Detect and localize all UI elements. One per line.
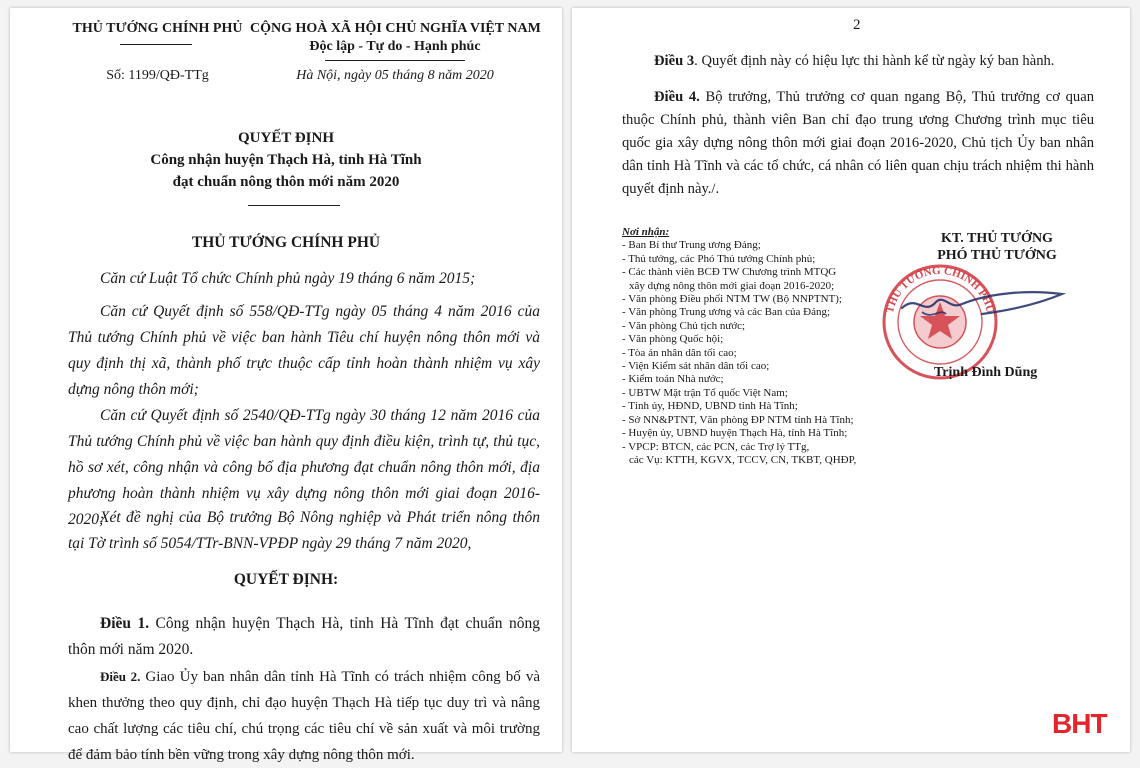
nation-name: CỘNG HOÀ XÃ HỘI CHỦ NGHĨA VIỆT NAM [250, 21, 541, 36]
recipient-item: - UBTW Mặt trận Tổ quốc Việt Nam; [622, 386, 788, 399]
recipient-item: - Các thành viên BCĐ TW Chương trình MTQG [622, 266, 837, 279]
recipient-item: - VPCP: BTCN, các PCN, các Trợ lý TTg, [622, 440, 810, 453]
title-underline [248, 205, 340, 206]
motto: Độc lập - Tự do - Hạnh phúc [309, 39, 481, 54]
article-1-text: Công nhận huyện Thạch Hà, tỉnh Hà Tĩnh đạt chuẩn nông thôn mới năm 2020. [68, 615, 540, 658]
recipient-item: - Văn phòng Điều phối NTM TW (Bộ NNPTNT); [622, 293, 842, 306]
recipient-item: - Sở NN&PTNT, Văn phòng ĐP NTM tỉnh Hà Tĩnh; [622, 413, 854, 426]
document-number: Số: 1199/QĐ-TTg [106, 68, 209, 83]
legal-basis-2: Căn cứ Quyết định số 558/QĐ-TTg ngày 05 tháng 4 năm 2016 của Thủ tướng Chính phủ về việc ban hành Tiêu chí huyện nông thôn mới và quy định thị xã, thành phố trực thuộc cấp tỉnh hoàn thành nhiệm vụ xây dựng nông thôn mới; [68, 303, 540, 398]
page-2 [572, 8, 1130, 752]
recipient-item: - Ban Bí thư Trung ương Đảng; [622, 239, 761, 252]
signer-name: Trịnh Đình Dũng [934, 365, 1038, 380]
article-4-label: Điều 4. [654, 89, 700, 105]
recipient-item: - Huyện ủy, UBND huyện Thạch Hà, tỉnh Hà Tĩnh; [622, 427, 848, 440]
article-4 [622, 86, 1094, 201]
issuing-authority: THỦ TƯỚNG CHÍNH PHỦ [191, 234, 381, 251]
document-title: QUYẾT ĐỊNH [238, 130, 334, 146]
page-1 [10, 8, 562, 763]
recipient-item: - Tòa án nhân dân tối cao; [622, 346, 737, 359]
article-2 [68, 664, 540, 768]
article-2-text: Giao Ủy ban nhân dân tỉnh Hà Tĩnh có trách nhiệm công bố và khen thưởng theo quy định, chỉ đạo huyện Thạch Hà tiếp tục duy trì và nâng cao chất lượng các tiêu chí, chú trọng các tiêu chí về sản xuất và môi trường để đảm bảo tính bền vững trong xây dựng nông thôn mới. [68, 669, 541, 763]
legal-basis-3: Căn cứ Quyết định số 2540/QĐ-TTg ngày 30 tháng 12 năm 2016 của Thủ tướng Chính phủ về việc ban hành quy định điều kiện, trình tự, thủ tục, hồ sơ xét, công nhận và công bố địa phương đạt chuẩn nông thôn mới, địa phương hoàn thành nhiệm vụ xây dựng nông thôn mới giai đoạn 2016-2020; [68, 407, 540, 528]
article-1-label: Điều 1. [100, 615, 150, 632]
recipients-block [622, 226, 856, 467]
recipient-item: - Kiểm toán Nhà nước; [622, 373, 724, 386]
page-number: 2 [853, 17, 861, 33]
article-3-label: Điều 3 [654, 53, 695, 69]
recipient-item: các Vụ: KTTH, KGVX, TCCV, CN, TKBT, QHĐP, [629, 453, 857, 466]
watermark-logo: BHT [1052, 708, 1107, 739]
article-2-label: Điều 2. [100, 669, 141, 684]
document-subtitle-2: đạt chuẩn nông thôn mới năm 2020 [172, 174, 400, 190]
legal-basis-1: Căn cứ Luật Tổ chức Chính phủ ngày 19 tháng 6 năm 2015; [100, 270, 476, 287]
article-3-text: . Quyết định này có hiệu lực thi hành kể từ ngày ký ban hành. [694, 53, 1055, 69]
signature-title-2: PHÓ THỦ TƯỚNG [937, 248, 1057, 263]
recipient-item: - Văn phòng Quốc hội; [622, 333, 724, 346]
decides-heading: QUYẾT ĐỊNH: [233, 571, 339, 588]
recipient-item: - Viện Kiểm sát nhân dân tối cao; [622, 360, 770, 373]
recipient-item: - Văn phòng Trung ương và các Ban của Đảng; [622, 306, 831, 319]
proposal: Xét đề nghị của Bộ trưởng Bộ Nông nghiệp và Phát triển nông thôn tại Tờ trình số 5054/TTr-BNN-VPĐP ngày 29 tháng 7 năm 2020, [68, 509, 540, 552]
article-1 [68, 611, 540, 663]
document-subtitle-1: Công nhận huyện Thạch Hà, tỉnh Hà Tĩnh [150, 152, 422, 168]
agency-name: THỦ TƯỚNG CHÍNH PHỦ [72, 21, 243, 36]
place-date: Hà Nội, ngày 05 tháng 8 năm 2020 [296, 68, 494, 83]
agency-underline [120, 44, 192, 45]
recipient-item: - Tỉnh ủy, HĐND, UBND tỉnh Hà Tĩnh; [622, 400, 798, 413]
recipient-item: - Thủ tướng, các Phó Thủ tướng Chính phủ; [622, 252, 816, 265]
recipients-title: Nơi nhận: [622, 226, 670, 238]
signature-title-1: KT. THỦ TƯỚNG [941, 231, 1053, 246]
seal-text: THỦ TƯỚNG CHÍNH PHỦ [883, 264, 997, 315]
recipient-item: - Văn phòng Chủ tịch nước; [622, 319, 746, 332]
article-4-text: Bộ trưởng, Thủ trưởng cơ quan ngang Bộ, Thủ trưởng cơ quan thuộc Chính phủ, thành viên Ban chỉ đạo trung ương Chương trình mục tiêu quốc gia xây dựng nông thôn mới giai đoạn 2016-2020, Chủ tịch Ủy ban nhân dân tỉnh Hà Tĩnh và các tổ chức, cá nhân có liên quan chịu trách nhiệm thi hành quyết định này./. [622, 89, 1094, 197]
motto-underline [325, 60, 465, 61]
recipient-item: xây dựng nông thôn mới giai đoạn 2016-2020; [629, 279, 835, 292]
article-3 [622, 50, 1094, 73]
